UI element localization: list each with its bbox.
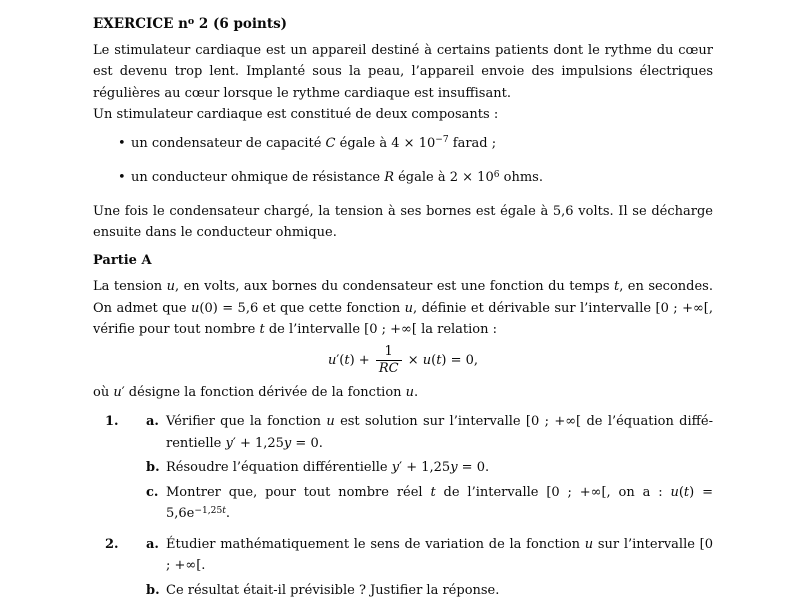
question-2b [146,580,713,601]
question-2a-label: a. [146,534,166,577]
component-item-resistor-text: un conducteur ohmique de résistance R égale à $2 \times 10^6$ ohms. [131,167,543,191]
question-1b [146,457,713,479]
question-2b-label: b. [146,580,166,601]
question-1a [146,411,713,454]
equation-fraction [374,344,404,377]
question-1 [93,411,713,527]
question-1a-text: Vérifier que la fonction u est solution sur l’intervalle [0 ; +∞[ de l’équation différentielle y′ + 1,25y = 0. [166,411,713,454]
bullet-icon: • [118,167,131,191]
equation-lhs: u′(t) + [328,353,374,368]
part-a-paragraph: La tension u, en volts, aux bornes du condensateur est une fonction du temps t, en secondes. On admet que u(0) = 5,6 et que cette fonction u, définie et dérivable sur l’intervalle [0 ; +∞[, vérifie pour tout nombre t de l’intervalle [0 ; +∞[ la relation : [93,276,713,341]
question-1-number: 1. [93,411,146,527]
question-1a-label: a. [146,411,166,454]
question-2-number: 2. [93,534,146,601]
differential-equation [93,344,713,377]
components-list [93,133,713,191]
component-item-resistor [93,167,713,191]
exercise-title: EXERCICE $n^o$ 2 (6 points) [93,14,713,37]
part-a-heading: Partie A [93,250,713,272]
equation-rhs: × u(t) = 0, [404,353,479,368]
question-2 [93,534,713,601]
question-1c-text: Montrer que, pour tout nombre réel t de l’intervalle [0 ; +∞[, on a : $u(t) = 5,6e^{-1,25t}$. [166,482,713,527]
question-2b-text: Ce résultat était-il prévisible ? Justifier la réponse. [166,580,713,601]
bullet-icon: • [118,133,131,157]
question-1c [146,482,713,527]
fraction-denominator: RC [376,360,402,377]
question-1b-text: Résoudre l’équation différentielle y′ + 1,25y = 0. [166,457,713,479]
question-2a-text: Étudier mathématiquement le sens de variation de la fonction u sur l’intervalle [0 ; +∞[. [166,534,713,577]
questions-section [93,411,713,601]
components-intro-line: Un stimulateur cardiaque est constitué de deux composants : [93,104,713,126]
fraction-numerator: 1 [376,344,402,360]
discharge-paragraph: Une fois le condensateur chargé, la tension à ses bornes est égale à 5,6 volts. Il se décharge ensuite dans le conducteur ohmique. [93,201,713,244]
question-1c-label: c. [146,482,166,527]
component-item-capacitor [93,133,713,157]
derivative-note-paragraph: où u′ désigne la fonction dérivée de la fonction u. [93,382,713,404]
intro-paragraph: Le stimulateur cardiaque est un appareil destiné à certains patients dont le rythme du cœur est devenu trop lent. Implanté sous la peau, l’appareil envoie des impulsions électriques régulières au cœur lorsque le rythme cardiaque est insuffisant. [93,40,713,105]
component-item-capacitor-text: un condensateur de capacité C égale à $4 \times 10^{-7}$ farad ; [131,133,496,157]
question-2a [146,534,713,577]
question-1b-label: b. [146,457,166,479]
